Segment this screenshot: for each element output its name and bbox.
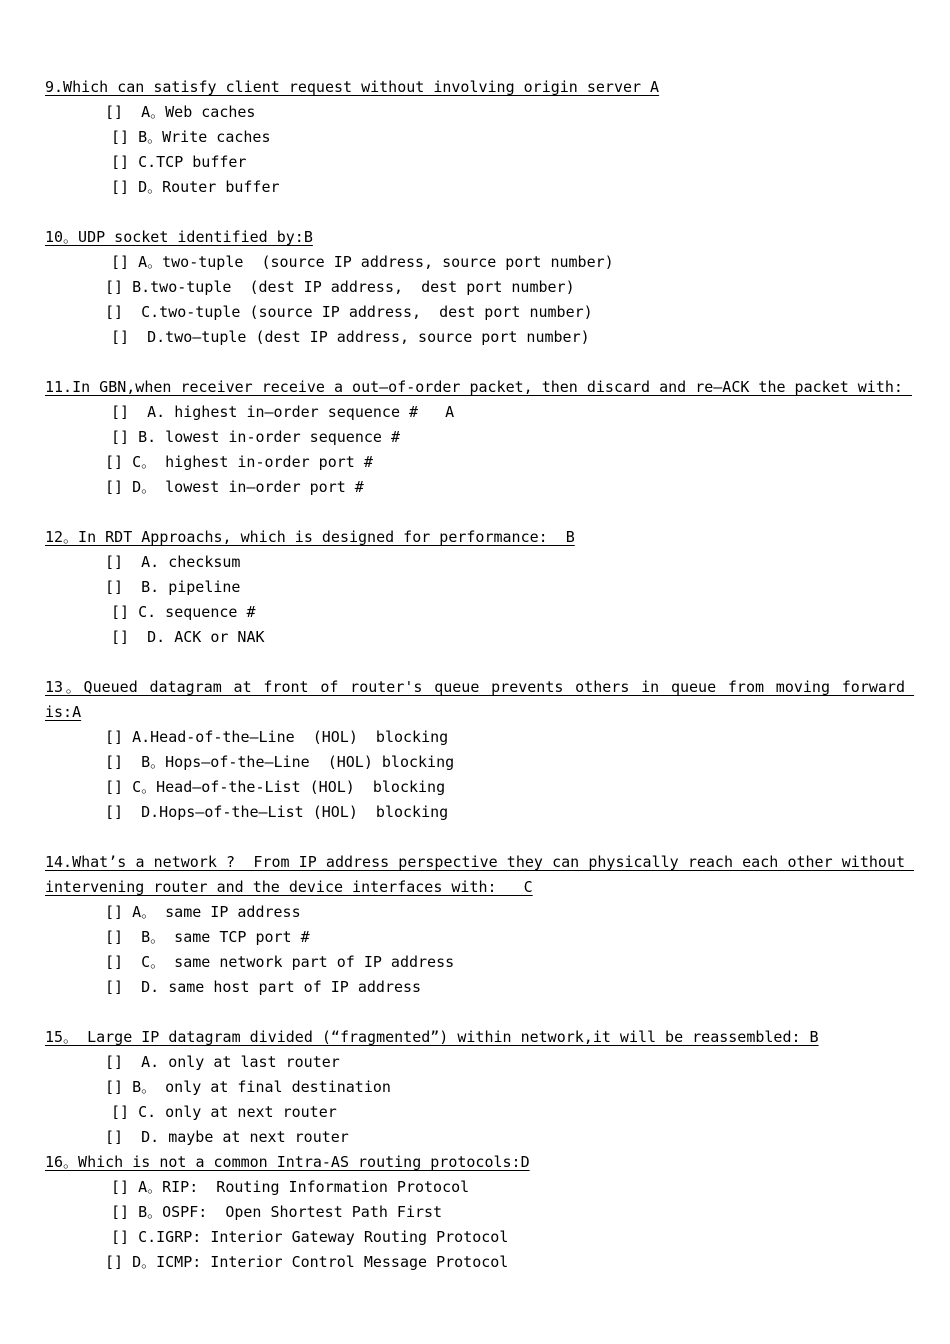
question-16 <box>45 1150 905 1275</box>
option-a[interactable]: [] A。Web caches <box>105 103 256 121</box>
option-d[interactable]: [] D. maybe at next router <box>105 1128 349 1146</box>
option-b[interactable]: [] B. lowest in-order sequence # <box>111 428 400 446</box>
question-13 <box>45 675 915 825</box>
option-b[interactable]: [] B。Hops—of-the—Line (HOL) blocking <box>105 753 455 771</box>
option-a[interactable]: [] A.Head-of-the—Line (HOL) blocking <box>105 728 449 746</box>
option-d[interactable]: [] D.Hops—of-the—List (HOL) blocking <box>105 803 449 821</box>
option-a[interactable]: [] A. highest in—order sequence # A <box>111 403 455 421</box>
option-d[interactable]: [] D。 lowest in—order port # <box>105 478 364 496</box>
question-text: 12。In RDT Approachs, which is designed for performance: B <box>45 528 575 546</box>
option-c[interactable]: [] C。 highest in-order port # <box>105 453 373 471</box>
option-a[interactable]: [] A。 same IP address <box>105 903 301 921</box>
question-text: 15。 Large IP datagram divided (“fragmented”) within network,it will be reassembled: B <box>45 1028 819 1046</box>
option-a[interactable]: [] A。two-tuple (source IP address, source port number) <box>111 253 614 271</box>
option-a[interactable]: [] A. checksum <box>105 553 241 571</box>
option-a[interactable]: [] A. only at last router <box>105 1053 340 1071</box>
option-b[interactable]: [] B.two-tuple (dest IP address, dest port number) <box>105 278 575 296</box>
question-text: 9.Which can satisfy client request without involving origin server A <box>45 78 660 96</box>
question-text: 14.What’s a network ? From IP address perspective they can physically reach each other without intervening router and the device interfaces with: C <box>45 853 915 896</box>
option-c[interactable]: [] C. sequence # <box>111 603 256 621</box>
option-c[interactable]: [] C.TCP buffer <box>111 153 247 171</box>
question-text: 13。Queued datagram at front of router's queue prevents others in queue from moving forward is:A <box>45 678 915 721</box>
option-d[interactable]: [] D. same host part of IP address <box>105 978 422 996</box>
option-b[interactable]: [] B. pipeline <box>105 578 241 596</box>
question-9 <box>45 75 905 200</box>
option-d[interactable]: [] D. ACK or NAK <box>111 628 265 646</box>
option-b[interactable]: [] B。OSPF: Open Shortest Path First <box>111 1203 443 1221</box>
option-d[interactable]: [] D。Router buffer <box>111 178 280 196</box>
option-c[interactable]: [] C。Head—of-the-List (HOL) blocking <box>105 778 446 796</box>
question-12 <box>45 525 905 650</box>
question-10 <box>45 225 905 350</box>
option-d[interactable]: [] D.two—tuple (dest IP address, source port number) <box>111 328 590 346</box>
option-c[interactable]: [] C.two-tuple (source IP address, dest port number) <box>105 303 593 321</box>
option-c[interactable]: [] C. only at next router <box>111 1103 337 1121</box>
document-page <box>45 75 915 1275</box>
question-text: 11.In GBN,when receiver receive a out—of-order packet, then discard and re—ACK the packet with: <box>45 378 912 396</box>
option-a[interactable]: [] A。RIP: Routing Information Protocol <box>111 1178 470 1196</box>
option-b[interactable]: [] B。 same TCP port # <box>105 928 310 946</box>
question-14 <box>45 850 915 1000</box>
option-d[interactable]: [] D。ICMP: Interior Control Message Protocol <box>105 1253 509 1271</box>
option-b[interactable]: [] B。Write caches <box>111 128 271 146</box>
option-b[interactable]: [] B。 only at final destination <box>105 1078 391 1096</box>
option-c[interactable]: [] C。 same network part of IP address <box>105 953 455 971</box>
question-text: 10。UDP socket identified by:B <box>45 228 313 246</box>
question-15 <box>45 1025 905 1150</box>
question-text: 16。Which is not a common Intra-AS routing protocols:D <box>45 1153 530 1171</box>
option-c[interactable]: [] C.IGRP: Interior Gateway Routing Protocol <box>111 1228 509 1246</box>
question-11 <box>45 375 912 500</box>
